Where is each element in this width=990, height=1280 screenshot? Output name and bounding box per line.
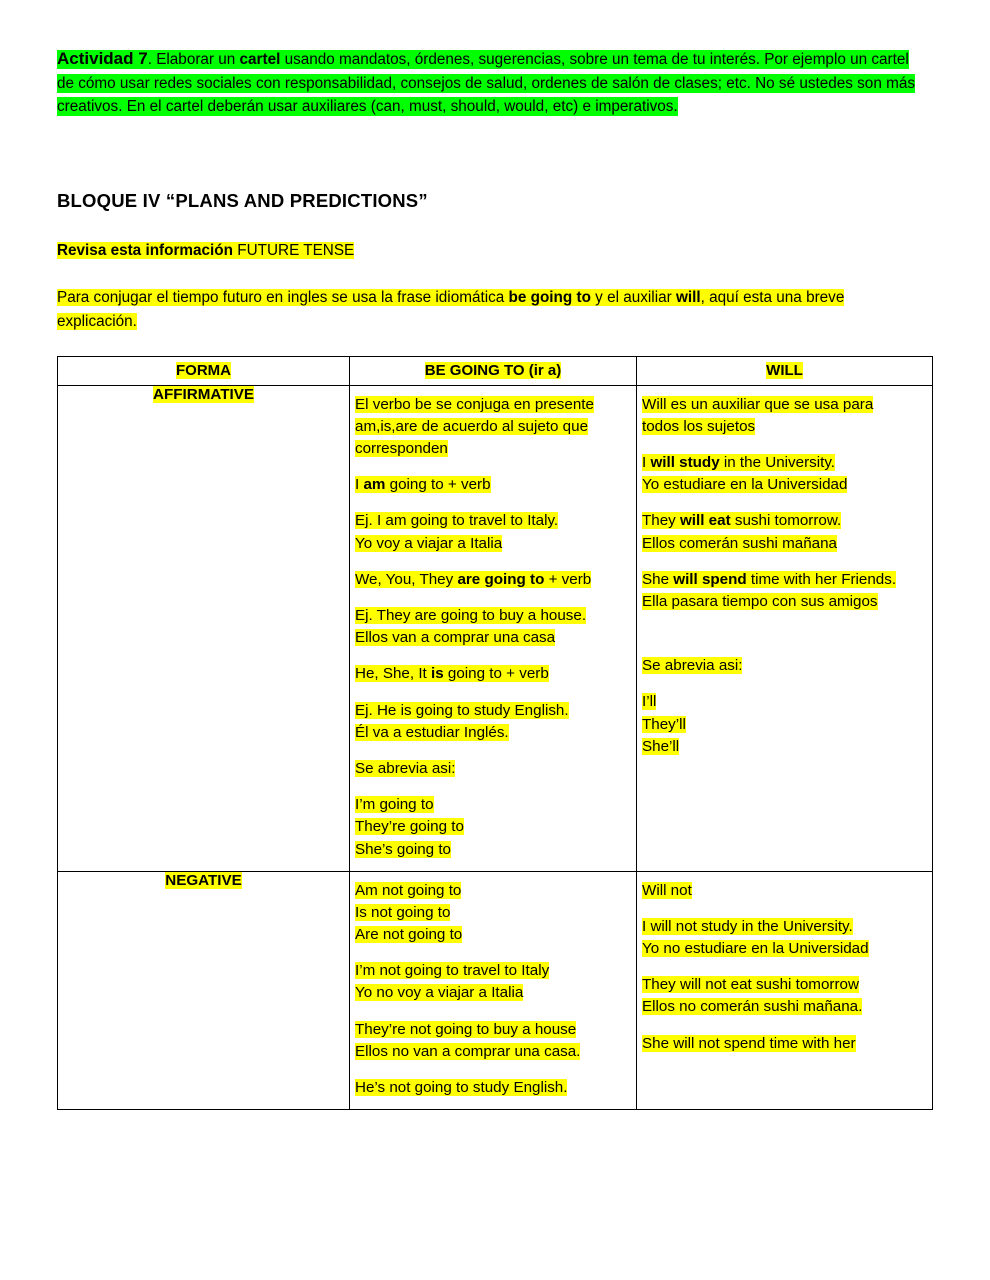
forma-label-negative: NEGATIVE <box>165 871 242 889</box>
text-block <box>642 916 926 960</box>
revisa-rest: FUTURE TENSE <box>232 242 355 260</box>
text-line: She’ll <box>642 737 680 755</box>
text-line: Yo estudiare en la Universidad <box>642 476 848 494</box>
text-line: corresponden <box>355 440 448 458</box>
text-line: Ej. He is going to study English. <box>355 701 569 719</box>
text-line: Will es un auxiliar que se usa para <box>642 395 874 413</box>
header-will <box>637 356 933 385</box>
text-line: She will not spend time with her <box>642 1034 856 1052</box>
text-line: Ellos no van a comprar una casa. <box>355 1042 581 1060</box>
text-line: Ej. I am going to travel to Italy. <box>355 512 559 530</box>
text-block <box>642 1033 926 1055</box>
text-line: Ellos van a comprar una casa <box>355 629 556 647</box>
text-line: Will not <box>642 881 692 899</box>
text-block <box>642 691 926 758</box>
will-affirmative-content <box>637 386 932 768</box>
table-row <box>58 871 933 1110</box>
revisa-bold: Revisa esta información <box>57 242 233 260</box>
text-line: Yo voy a viajar a Italia <box>355 534 503 552</box>
text-block <box>642 510 926 554</box>
text-block <box>355 605 630 649</box>
text-line: We, You, They are going to + verb <box>355 570 592 588</box>
text-block <box>355 758 630 780</box>
cell-bgt-affirmative <box>350 385 637 871</box>
text-block <box>355 794 630 861</box>
text-line: Ellos no comerán sushi mañana. <box>642 998 863 1016</box>
text-block <box>642 974 926 1018</box>
text-block <box>355 394 630 461</box>
text-block <box>355 510 630 554</box>
text-line: Ej. They are going to buy a house. <box>355 607 587 625</box>
table-header-row <box>58 356 933 385</box>
header-forma <box>58 356 350 385</box>
text-block <box>355 880 630 947</box>
explanation-part3: , aquí esta una breve explicación. <box>57 289 845 331</box>
text-line: Am not going to <box>355 881 462 899</box>
text-line: I am going to + verb <box>355 476 491 494</box>
cell-will-affirmative <box>637 385 933 871</box>
text-line: Yo no estudiare en la Universidad <box>642 940 869 958</box>
cell-forma-affirmative <box>58 385 350 871</box>
text-block <box>642 394 926 438</box>
text-line: todos los sujetos <box>642 417 756 435</box>
text-line: She will spend time with her Friends. <box>642 570 897 588</box>
header-forma-label: FORMA <box>176 361 231 379</box>
cell-bgt-negative <box>350 871 637 1110</box>
text-block <box>355 1019 630 1063</box>
text-block <box>642 569 926 613</box>
text-block <box>355 960 630 1004</box>
activity-bold-word: cartel <box>239 51 281 68</box>
text-line: He’s not going to study English. <box>355 1079 568 1097</box>
text-line: I’m not going to travel to Italy <box>355 962 550 980</box>
cell-forma-negative <box>58 871 350 1110</box>
text-line: Se abrevia asi: <box>642 657 743 675</box>
text-line: Ella pasara tiempo con sus amigos <box>642 593 878 611</box>
text-line: They will not eat sushi tomorrow <box>642 976 859 994</box>
revisa-line <box>57 242 930 260</box>
text-line: El verbo be se conjuga en presente <box>355 395 594 413</box>
text-block <box>355 569 630 591</box>
text-block <box>355 1077 630 1099</box>
text-line: am,is,are de acuerdo al sujeto que <box>355 417 589 435</box>
future-tense-table <box>57 356 933 1111</box>
text-line: I’ll <box>642 693 657 711</box>
explanation-paragraph <box>57 286 895 333</box>
text-line: They’re going to <box>355 818 464 836</box>
will-negative-content <box>637 872 932 1065</box>
text-block <box>355 663 630 685</box>
text-line: Ellos comerán sushi mañana <box>642 534 838 552</box>
text-line: They’re not going to buy a house <box>355 1020 577 1038</box>
text-line: He, She, It is going to + verb <box>355 665 549 683</box>
text-line: I’m going to <box>355 796 434 814</box>
bgt-negative-content <box>350 872 636 1110</box>
forma-label-affirmative: AFFIRMATIVE <box>153 385 254 403</box>
text-block <box>642 452 926 496</box>
explanation-part1: Para conjugar el tiempo futuro en ingles se usa la frase idiomática <box>57 289 509 307</box>
text-line: Yo no voy a viajar a Italia <box>355 984 524 1002</box>
activity-paragraph <box>57 46 923 118</box>
activity-label: Actividad 7 <box>57 49 148 68</box>
text-line: Él va a estudiar Inglés. <box>355 723 509 741</box>
text-line: They will eat sushi tomorrow. <box>642 512 842 530</box>
text-line: Is not going to <box>355 903 451 921</box>
explanation-bold2: will <box>675 289 701 307</box>
activity-text-rest: usando mandatos, órdenes, sugerencias, sobre un tema de tu interés. Por ejemplo un cartel de cómo usar redes sociales con responsabilidad, consejos de salud, ordenes de salón de clases; etc. No sé ustedes son más creativos. En el cartel deberán usar auxiliares (can, must, should, would, etc) e imperativos. <box>57 51 915 116</box>
text-line: Are not going to <box>355 926 463 944</box>
explanation-part2: y el auxiliar <box>590 289 676 307</box>
text-line: Se abrevia asi: <box>355 759 456 777</box>
text-line: She’s going to <box>355 840 451 858</box>
text-block <box>642 880 926 902</box>
explanation-bold1: be going to <box>508 289 591 307</box>
text-block <box>642 655 926 677</box>
cell-will-negative <box>637 871 933 1110</box>
header-be-going-to-label: BE GOING TO (ir a) <box>424 361 562 379</box>
bgt-affirmative-content <box>350 386 636 871</box>
text-block <box>355 700 630 744</box>
text-block <box>355 474 630 496</box>
text-line: I will study in the University. <box>642 454 836 472</box>
text-line: They’ll <box>642 715 686 733</box>
block-spacer <box>642 627 926 655</box>
activity-text-1: . Elaborar un <box>147 51 240 68</box>
header-will-label: WILL <box>766 361 803 379</box>
section-heading: BLOQUE IV “PLANS AND PREDICTIONS” <box>57 190 428 212</box>
table-row <box>58 385 933 871</box>
text-line: I will not study in the University. <box>642 917 853 935</box>
header-be-going-to <box>350 356 637 385</box>
